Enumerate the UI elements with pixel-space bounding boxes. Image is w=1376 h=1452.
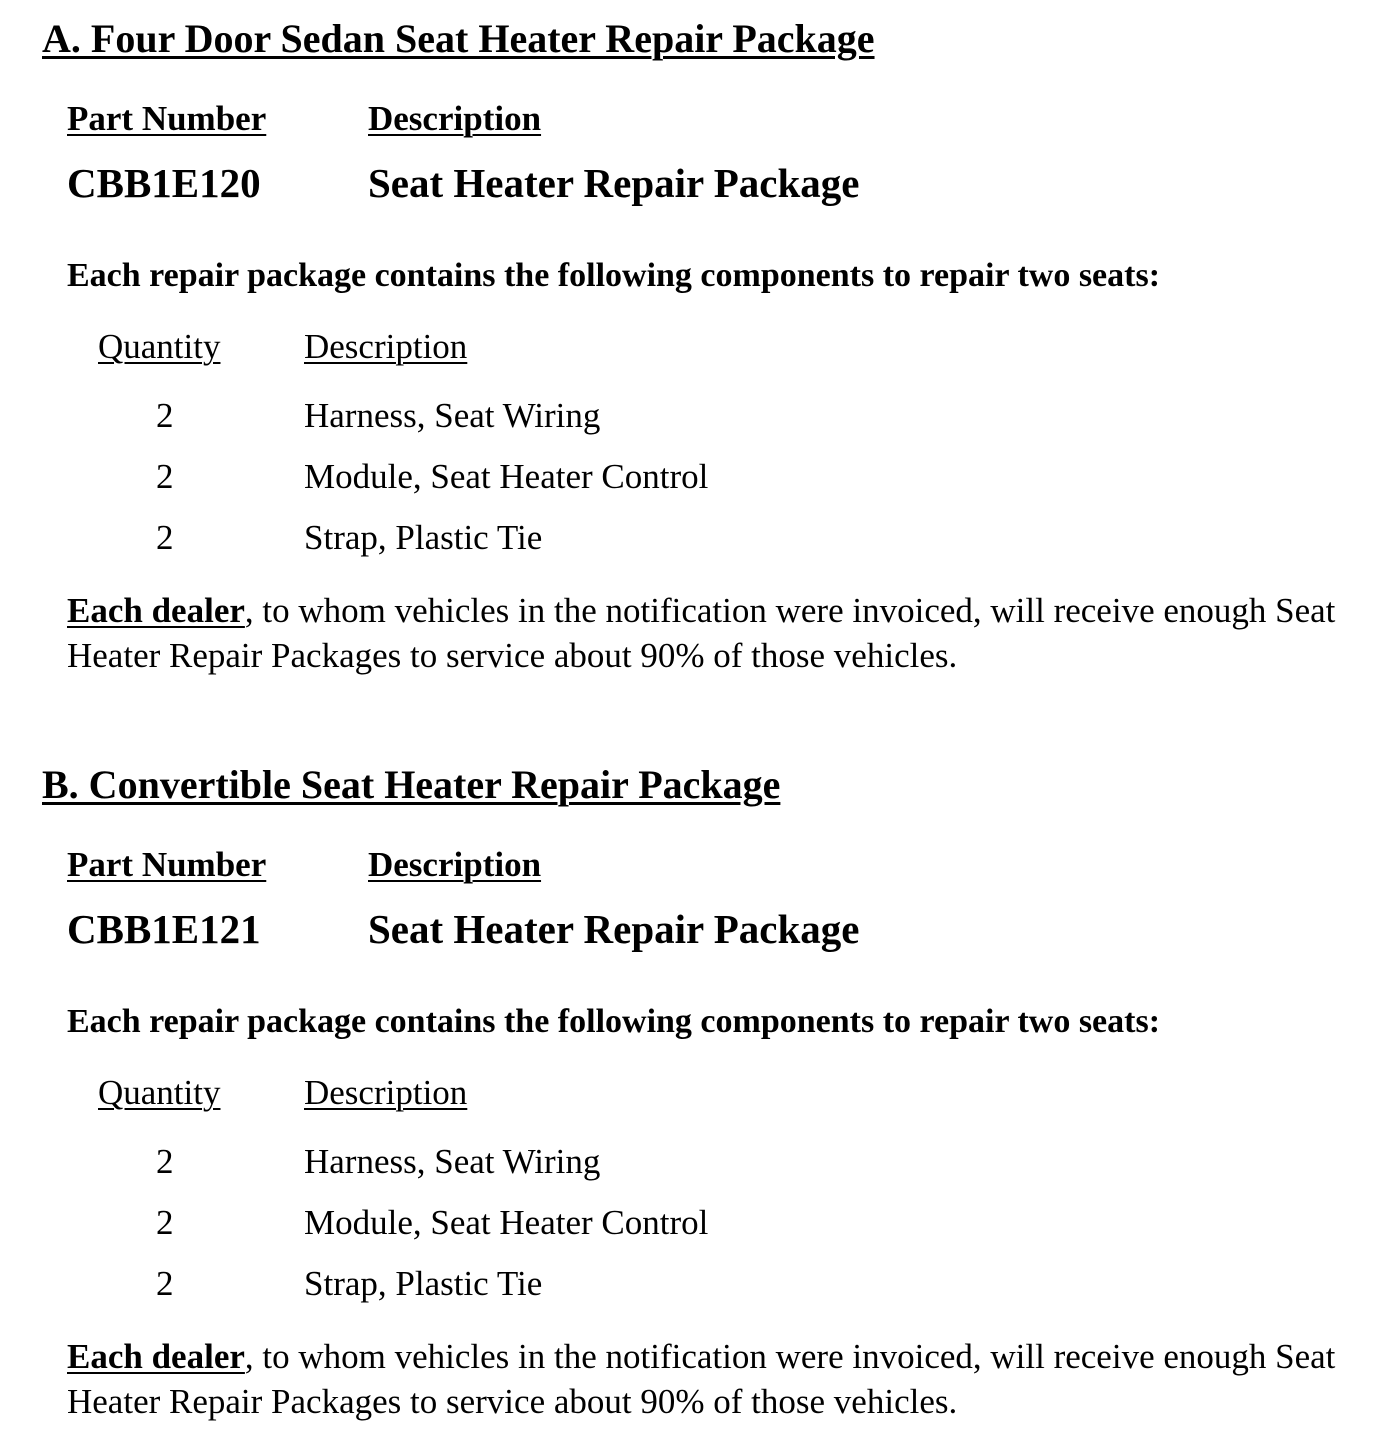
component-description: Strap, Plastic Tie xyxy=(304,518,543,557)
part-number-header: Part Number xyxy=(67,99,267,138)
description-header: Description xyxy=(368,845,542,884)
component-row xyxy=(0,517,1376,559)
component-row xyxy=(0,1263,1376,1305)
component-row xyxy=(0,456,1376,498)
component-description: Strap, Plastic Tie xyxy=(304,1264,543,1303)
part-number: CBB1E120 xyxy=(67,160,261,206)
dealer-note xyxy=(67,1334,1357,1424)
components-intro: Each repair package contains the following components to repair two seats: xyxy=(67,257,1161,294)
components-intro: Each repair package contains the following components to repair two seats: xyxy=(67,1003,1161,1040)
component-description-header: Description xyxy=(304,1073,468,1112)
part-number: CBB1E121 xyxy=(67,906,261,952)
dealer-note-lead: Each dealer xyxy=(67,1337,245,1376)
quantity-header: Quantity xyxy=(98,327,221,366)
component-quantity: 2 xyxy=(156,1203,174,1242)
part-number-header: Part Number xyxy=(67,845,267,884)
component-row xyxy=(0,1141,1376,1183)
component-quantity: 2 xyxy=(156,1142,174,1181)
component-row xyxy=(0,1202,1376,1244)
description-header: Description xyxy=(368,99,542,138)
component-description: Module, Seat Heater Control xyxy=(304,1203,709,1242)
component-description: Module, Seat Heater Control xyxy=(304,457,709,496)
quantity-header: Quantity xyxy=(98,1073,221,1112)
component-description-header: Description xyxy=(304,327,468,366)
component-quantity: 2 xyxy=(156,457,174,496)
part-description: Seat Heater Repair Package xyxy=(368,160,860,206)
section-heading: A. Four Door Sedan Seat Heater Repair Package xyxy=(42,16,875,61)
component-description: Harness, Seat Wiring xyxy=(304,1142,601,1181)
part-description: Seat Heater Repair Package xyxy=(368,906,860,952)
dealer-note xyxy=(67,588,1357,678)
component-quantity: 2 xyxy=(156,1264,174,1303)
dealer-note-body: , to whom vehicles in the notification were invoiced, will receive enough Seat Heater Repair Packages to service about 90% of those vehicles. xyxy=(67,1337,1336,1421)
component-row xyxy=(0,395,1376,437)
dealer-note-body: , to whom vehicles in the notification were invoiced, will receive enough Seat Heater Repair Packages to service about 90% of those vehicles. xyxy=(67,591,1336,675)
component-quantity: 2 xyxy=(156,396,174,435)
dealer-note-lead: Each dealer xyxy=(67,591,245,630)
component-description: Harness, Seat Wiring xyxy=(304,396,601,435)
section-heading: B. Convertible Seat Heater Repair Package xyxy=(42,762,781,807)
component-quantity: 2 xyxy=(156,518,174,557)
